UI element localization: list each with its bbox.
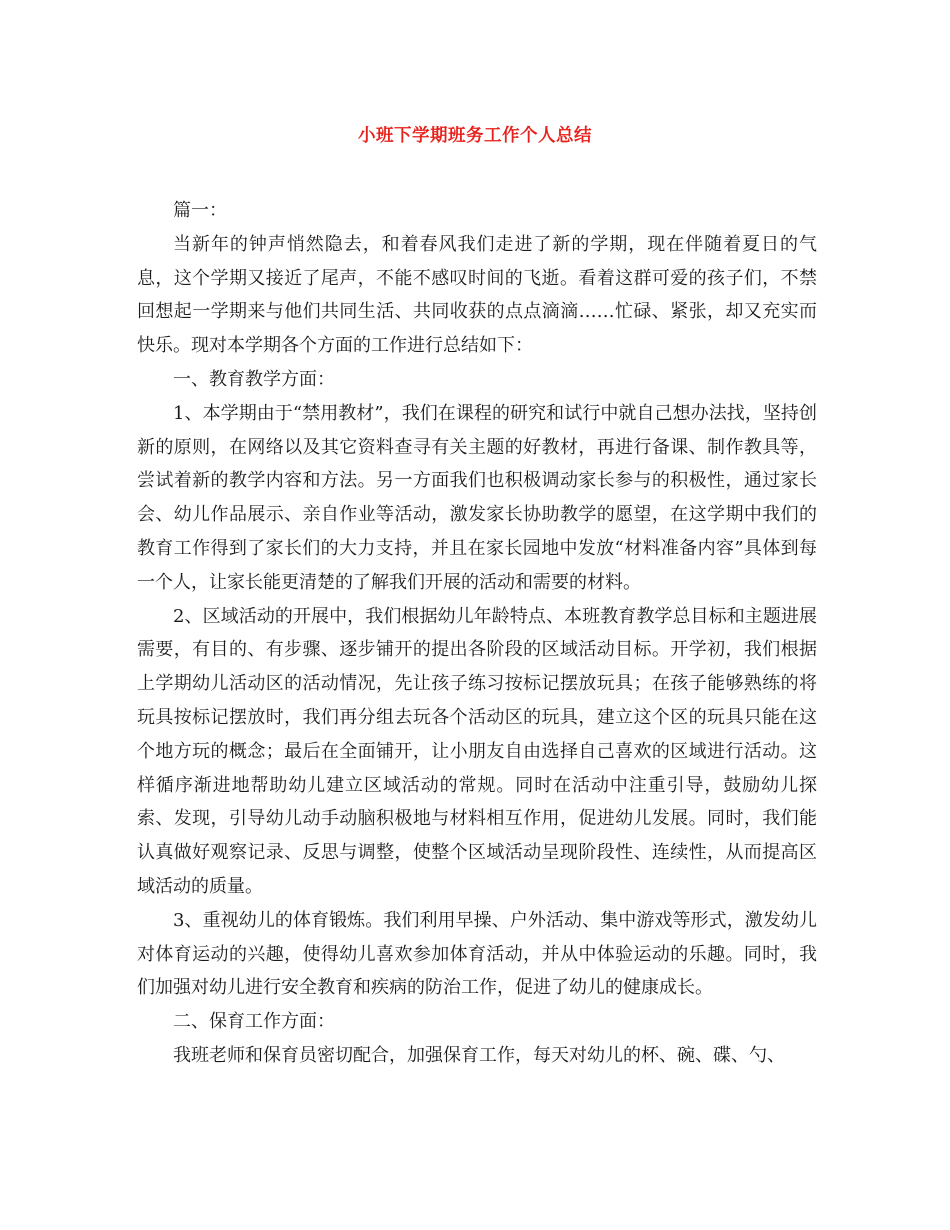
section-label: 篇一： — [173, 200, 227, 221]
paragraph-item-2: 2、区域活动的开展中，我们根据幼儿年龄特点、本班教育教学总目标和主题进展需要，有目的、有步骤、逐步铺开的提出各阶段的区域活动目标。开学初，我们根据上学期幼儿活动区的活动情况，先让孩子练习按标记摆放玩具；在孩子能够熟练的将玩具按标记摆放时，我们再分组去玩各个活动区的玩具，建立这个区的玩具只能在这个地方玩的概念；最后在全面铺开，让小朋友自由选择自己喜欢的区域进行活动。这样循序渐进地帮助幼儿建立区域活动的常规。同时在活动中注重引导，鼓励幼儿探索、发现，引导幼儿动手动脑积极地与材料相互作用，促进幼儿发展。同时，我们能认真做好观察记录、反思与调整，使整个区域活动呈现阶段性、连续性，从而提高区域活动的质量。 — [137, 605, 817, 897]
paragraph-item-1: 1、本学期由于“禁用教材”，我们在课程的研究和试行中就自己想办法找，坚持创新的原则，在网络以及其它资料查寻有关主题的好教材，再进行备课、制作教具等，尝试着新的教学内容和方法。另一方面我们也积极调动家长参与的积极性，通过家长会、幼儿作品展示、亲自作业等活动，激发家长协助教学的愿望，在这学期中我们的教育工作得到了家长们的大力支持，并且在家长园地中发放“材料准备内容”具体到每一个人，让家长能更清楚的了解我们开展的活动和需要的材料。 — [137, 402, 817, 593]
paragraph-item-3: 3、重视幼儿的体育锻炼。我们利用早操、户外活动、集中游戏等形式，激发幼儿对体育运动的兴趣，使得幼儿喜欢参加体育活动，并从中体验运动的乐趣。同时，我们加强对幼儿进行安全教育和疾病的防治工作，促进了幼儿的健康成长。 — [137, 909, 817, 999]
section-heading-education: 一、教育教学方面： — [173, 368, 335, 390]
document-title: 小班下学期班务工作个人总结 — [358, 126, 592, 146]
paragraph-intro: 当新年的钟声悄然隐去，和着春风我们走进了新的学期，现在伴随着夏日的气息，这个学期又接近了尾声，不能不感叹时间的飞逝。看着这群可爱的孩子们，不禁回想起一学期来与他们共同生活、共同收获的点点滴滴……忙碌、紧张，却又充实而快乐。现对本学期各个方面的工作进行总结如下： — [137, 233, 817, 357]
paragraph-care: 我班老师和保育员密切配合，加强保育工作，每天对幼儿的杯、碗、碟、勺、 — [173, 1044, 785, 1066]
document-body — [137, 194, 817, 1073]
section-heading-care: 二、保育工作方面： — [173, 1011, 335, 1033]
